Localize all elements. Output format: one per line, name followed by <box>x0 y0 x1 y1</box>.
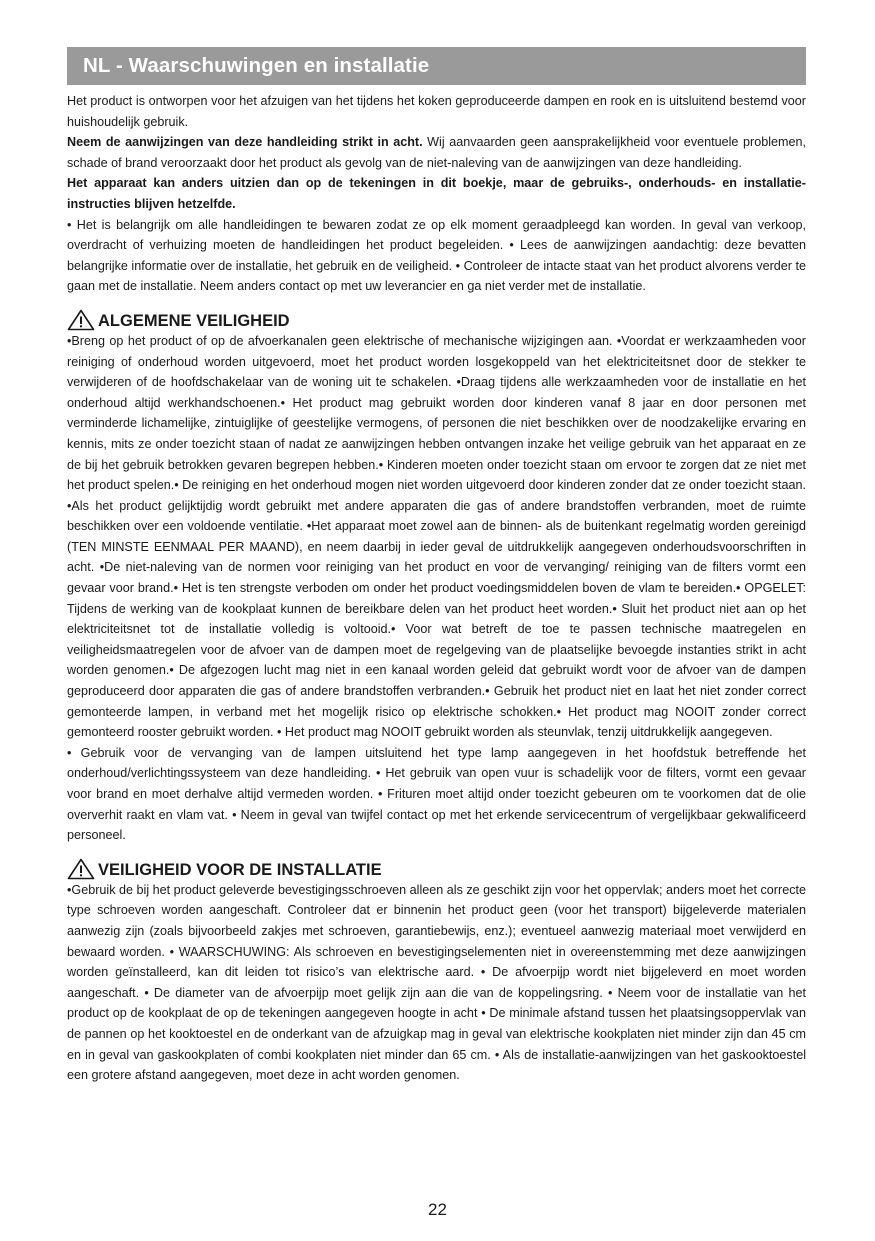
general-safety-title: ALGEMENE VEILIGHEID <box>98 311 290 330</box>
page-title: NL - Waarschuwingen en installatie <box>83 54 430 77</box>
installation-safety-title: VEILIGHEID VOOR DE INSTALLATIE <box>98 860 382 879</box>
warning-triangle-icon <box>67 858 95 880</box>
manual-page <box>67 47 806 1086</box>
section-title-bar <box>67 47 806 85</box>
installation-safety-heading <box>67 858 806 880</box>
intro-paragraph-1: Het product is ontworpen voor het afzuigen van het tijdens het koken geproduceerde dampen en rook en is uitsluitend bestemd voor huishoudelijk gebruik. <box>67 94 806 129</box>
general-safety-paragraph-1: •Breng op het product of op de afvoerkanalen geen elektrische of mechanische wijzigingen aan. •Voordat er werkzaamheden voor reiniging of onderhoud worden uitgevoerd, moet het product worden losgekoppeld van het elektriciteitsnet door de stekker te verwijderen of de hoofdschakelaar van de woning uit te schakelen. •Draag tijdens alle werkzaamheden voor de installatie en het onderhoud altijd werkhandschoenen.• Het product mag gebruikt worden door kinderen vanaf 8 jaar en door personen met verminderde lichamelijke, zintuiglijke of geestelijke vermogens, of personen die niet beschikken over de noodzakelijke ervaring en kennis, mits ze onder toezicht staan of nadat ze aanwijzingen hebben ontvangen inzake het veilige gebruik van het apparaat en ze de bij het gebruik betrokken gevaren begrepen hebben.• Kinderen moeten onder toezicht staan om ervoor te zorgen dat ze niet met het product spelen.• De reiniging en het onderhoud mogen niet worden uitgevoerd door kinderen zonder dat ze onder toezicht staan. •Als het product gelijktijdig wordt gebruikt met andere apparaten die gas of andere brandstoffen verbranden, moet de ruimte beschikken over een voldoende ventilatie. •Het apparaat moet zowel aan de binnen- als de buitenkant regelmatig worden gereinigd (TEN MINSTE EENMAAL PER MAAND), en neem daarbij in ieder geval de uitdrukkelijk aangegeven onderhoudsvoorschriften in acht. •De niet-naleving van de normen voor reiniging van het product en voor de vervanging/ reiniging van de filters vormt een gevaar voor brand.• Het is ten strengste verboden om onder het product voedingsmiddelen boven de vlam te bereiden.• OPGELET: Tijdens de werking van de kookplaat kunnen de bereikbare delen van het product heet worden.• Sluit het product niet aan op het elektriciteitsnet tot de installatie volledig is voltooid.• Voor wat betreft de toe te passen technische maatregelen en veiligheidsmaatregelen voor de afvoer van de dampen moet de regelgeving van de plaatselijke bevoegde instanties strikt in acht worden genomen.• De afgezogen lucht mag niet in een kanaal worden geleid dat gebruikt wordt voor de afvoer van de dampen geproduceerd door apparaten die gas of andere brandstoffen verbranden.• Gebruik het product niet en laat het niet zonder correct gemonteerde lampen, in verband met het mogelijk risico op elektrische schokken.• Het product mag NOOIT zonder correct gemonteerd rooster gebruikt worden. • Het product mag NOOIT gebruikt worden als steunvlak, tenzij uitdrukkelijk aangegeven. <box>67 333 806 740</box>
general-safety-heading <box>67 309 806 331</box>
intro-paragraph-3: Het apparaat kan anders uitzien dan op de tekeningen in dit boekje, maar de gebruiks-, onderhouds- en installatie-instructies blijven hetzelfde. <box>67 176 806 211</box>
intro-paragraph-2-bold: Neem de aanwijzingen van deze handleiding strikt in acht. <box>67 135 423 150</box>
page-number: 22 <box>428 1200 447 1219</box>
general-safety-paragraph-2: • Gebruik voor de vervanging van de lampen uitsluitend het type lamp aangegeven in het hoofdstuk betreffende het onderhoud/verlichtingssysteem van deze handleiding. • Het gebruik van open vuur is schadelijk voor de filters, vormt een gevaar voor brand en moet derhalve altijd vermeden worden. • Frituren moet altijd onder toezicht gebeuren om te voorkomen dat de olie oververhit raakt en vlam vat. • Neem in geval van twijfel contact op met het erkende servicecentrum of vergelijkbaar gekwalificeerd personeel. <box>67 745 806 843</box>
intro-paragraph-2-rest: Wij aanvaarden geen aansprakelijkheid voor eventuele problemen, schade of brand veroorzaakt door het product als gevolg van de niet-naleving van de aanwijzingen van deze handleiding. <box>67 135 806 170</box>
intro-section <box>67 91 806 297</box>
intro-paragraph-2 <box>67 132 806 173</box>
installation-safety-paragraph-1: •Gebruik de bij het product geleverde bevestigingsschroeven alleen als ze geschikt zijn voor het oppervlak; anders moet het correcte type schroeven worden aangeschaft. Controleer dat er binnenin het product geen (voor het transport) bijgeleverde materialen aanwezig zijn (zoals bijvoorbeeld zakjes met schroeven, garantiebewijs, enz.); eventueel aanwezig materiaal moet verwijderd en bewaard worden. • WAARSCHUWING: Als schroeven en bevestigingselementen niet in overeenstemming met deze aanwijzingen worden geïnstalleerd, kan dit leiden tot risico’s van elektrische aard. • De afvoerpijp wordt niet bijgeleverd en moet worden aangeschaft. • De diameter van de afvoerpijp moet gelijk zijn aan die van de koppelingsring. • Neem voor de installatie van het product op de kookplaat de op de tekeningen aangegeven hoogte in acht • De minimale afstand tussen het plaatsingsoppervlak van de pannen op het kooktoestel en de onderkant van de afzuigkap mag in geval van elektrische kookplaten niet minder zijn dan 45 cm en in geval van gaskookplaten of combi kookplaten niet minder dan 65 cm. • Als de installatie-aanwijzingen van het gaskooktoestel een grotere afstand aangegeven, moet deze in acht worden genomen. <box>67 882 806 1083</box>
intro-paragraph-4: • Het is belangrijk om alle handleidingen te bewaren zodat ze op elk moment geraadpleegd kan worden. In geval van verkoop, overdracht of verhuizing moeten de handleidingen het product begeleiden. • Lees de aanwijzingen aandachtig: deze bevatten belangrijke informatie over de installatie, het gebruik en de veiligheid. • Controleer de intacte staat van het product alvorens verder te gaan met de installatie. Neem anders contact op met uw leverancier en ga niet verder met de installatie. <box>67 217 806 294</box>
warning-triangle-icon <box>67 309 95 331</box>
